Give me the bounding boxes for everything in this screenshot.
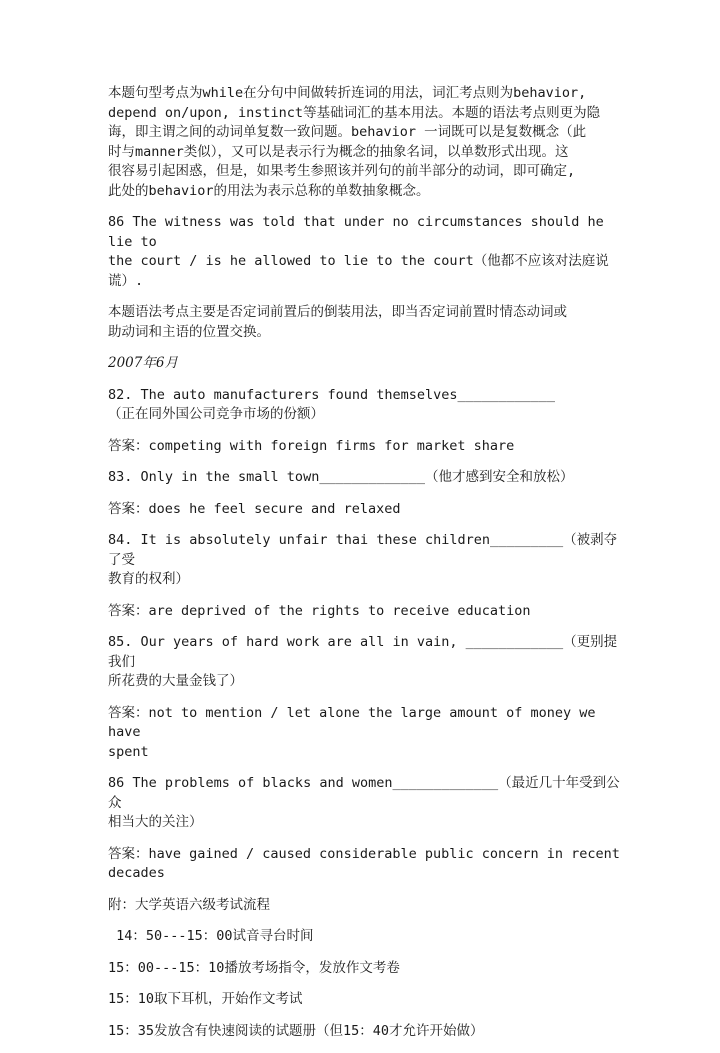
- question-86-sentence: [108, 213, 628, 291]
- question-line: 84. It is absolutely unfair thai these children_________（被剥夺了受: [108, 532, 618, 568]
- text-line: 助动词和主语的位置交换。: [108, 323, 270, 340]
- answer-line: 答案：not to mention / let alone the large amount of money we have: [108, 704, 596, 740]
- answer-line: decades: [108, 865, 165, 881]
- question-line: 相当大的关注）: [108, 814, 203, 830]
- document-page: [108, 84, 628, 1053]
- question-line: 82. The auto manufacturers found themselves____________: [108, 386, 556, 403]
- schedule-item: 15：00---15：10播放考场指令，发放作文考卷: [108, 959, 400, 976]
- answer-85: [108, 704, 628, 763]
- schedule-item: 15：10取下耳机，开始作文考试: [108, 991, 303, 1007]
- answer-84: 答案：are deprived of the rights to receive education: [108, 602, 531, 619]
- text-line: 86 The witness was told that under no circumstances should he lie to: [108, 214, 604, 250]
- text-line: 诲，即主谓之间的动词单复数一致问题。behavior 一词既可以是复数概念（此: [108, 124, 587, 140]
- question-line: 85. Our years of hard work are all in vain, ____________（更别提我们: [108, 634, 618, 670]
- question-84: [108, 531, 628, 590]
- question-line: 83. Only in the small town_____________（他才感到安全和放松）: [108, 469, 574, 485]
- text-line: the court / is he allowed to lie to the court（他都不应该对法庭说谎）.: [108, 253, 609, 289]
- question-line: 教育的权利）: [108, 571, 189, 587]
- question-line: （正在同外国公司竞争市场的份额）: [108, 406, 324, 422]
- answer-line: 答案：have gained / caused considerable public concern in recent: [108, 845, 620, 862]
- text-line: 此处的behavior的用法为表示总称的单数抽象概念。: [108, 182, 430, 199]
- section-heading: 2007年6月: [108, 355, 178, 371]
- question-line: 86 The problems of blacks and women_____________（最近几十年受到公众: [108, 775, 620, 811]
- appendix-title: 附：大学英语六级考试流程: [108, 896, 270, 913]
- question-86: [108, 774, 628, 833]
- text-line: 时与manner类似），又可以是表示行为概念的抽象名词，以单数形式出现。这: [108, 143, 569, 160]
- answer-86: [108, 845, 628, 884]
- schedule-item: 15：35发放含有快速阅读的试题册（但15：40才允许开始做）: [108, 1022, 484, 1039]
- intro-paragraph: [108, 84, 628, 201]
- answer-83: 答案：does he feel secure and relaxed: [108, 500, 401, 517]
- grammar-note-paragraph: [108, 303, 628, 342]
- text-line: 本题句型考点为while在分句中间做转折连词的用法，词汇考点则为behavior,: [108, 85, 587, 101]
- answer-line: spent: [108, 743, 149, 760]
- question-83: [108, 468, 628, 488]
- text-line: 很容易引起困惑，但是，如果考生参照该并列句的前半部分的动词，即可确定,: [108, 163, 576, 179]
- question-85: [108, 633, 628, 692]
- text-line: 本题语法考点主要是否定词前置后的倒装用法，即当否定词前置时情态动词或: [108, 304, 567, 320]
- answer-82: 答案：competing with foreign firms for market share: [108, 437, 515, 454]
- question-82: [108, 386, 628, 425]
- question-line: 所花费的大量金钱了）: [108, 673, 243, 689]
- schedule-item: 14：50---15：00试音寻台时间: [108, 928, 314, 944]
- text-line: depend on/upon, instinct等基础词汇的基本用法。本题的语法考点则更为隐: [108, 104, 601, 121]
